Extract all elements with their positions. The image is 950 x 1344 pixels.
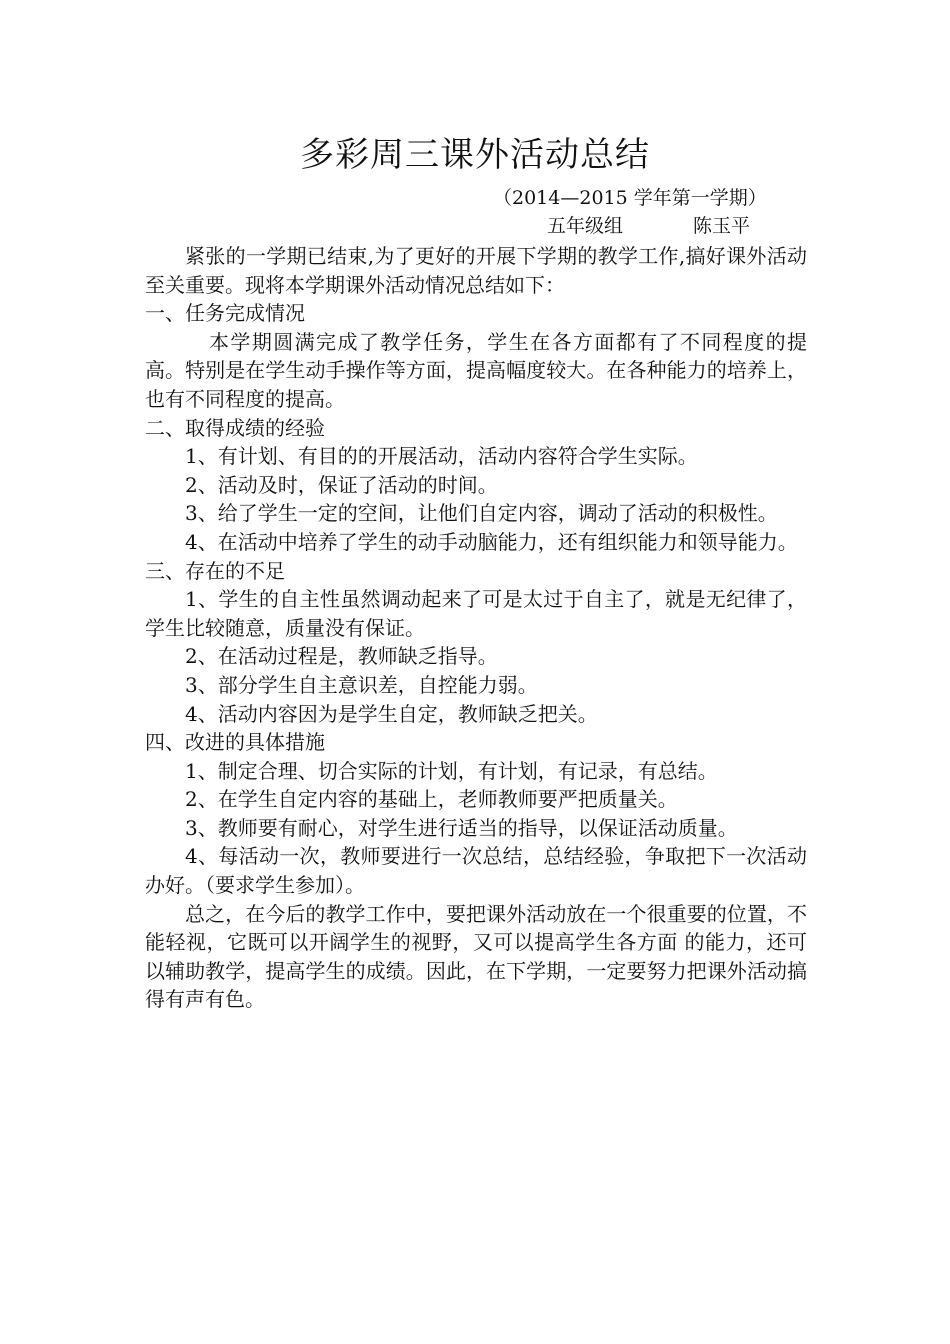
list-item: 1、制定合理、切合实际的计划，有计划，有记录，有总结。 (185, 758, 718, 783)
list-item: 4、在活动中培养了学生的动手动脑能力，还有组织能力和领导能力。 (185, 529, 798, 554)
list-item: 3、部分学生自主意识差，自控能力弱。 (185, 672, 538, 697)
byline (547, 212, 750, 240)
list-item: 3、给了学生一定的空间，让他们自定内容，调动了活动的积极性。 (185, 501, 778, 526)
intro-paragraph: 紧张的一学期已结束,为了更好的开展下学期的教学工作,搞好课外活动至关重要。现将本学期课外活动情况总结如下： (145, 244, 807, 297)
section-heading: 三、存在的不足 (145, 558, 285, 583)
section-heading: 四、改进的具体措施 (145, 730, 325, 755)
list-item: 4、每活动一次，教师要进行一次总结，总结经验，争取把下一次活动办好。（要求学生参加）。 (145, 844, 807, 898)
section-paragraph: 本学期圆满完成了教学任务，学生在各方面都有了不同程度的提高。特别是在学生动手操作等方面，提高幅度较大。在各种能力的培养上，也有不同程度的提高。 (145, 329, 807, 411)
list-item: 1、学生的自主性虽然调动起来了可是太过于自主了，就是无纪律了，学生比较随意，质量没有保证。 (145, 587, 807, 640)
document-title: 多彩周三课外活动总结 (300, 135, 650, 175)
author-name: 陈玉平 (693, 215, 751, 237)
list-item: 3、教师要有耐心，对学生进行适当的指导，以保证活动质量。 (185, 815, 738, 840)
list-item: 4、活动内容因为是学生自定，教师缺乏把关。 (185, 701, 598, 726)
group-name: 五年级组 (547, 215, 624, 237)
list-item: 2、活动及时，保证了活动的时间。 (185, 472, 498, 497)
document-subtitle: （2014—2015 学年第一学期） (493, 187, 767, 209)
section-heading: 一、任务完成情况 (145, 301, 305, 326)
conclusion-paragraph: 总之，在今后的教学工作中，要把课外活动放在一个很重要的位置，不能轻视，它既可以开阔学生的视野，又可以提高学生各方面 的能力，还可以辅助教学，提高学生的成绩。因此，在下学期，一定要努力把课外活动搞得有声有色。 (145, 901, 807, 1012)
list-item: 1、有计划、有目的的开展活动，活动内容符合学生实际。 (185, 444, 698, 469)
list-item: 2、在学生自定内容的基础上，老师教师要严把质量关。 (185, 787, 678, 812)
document-body (145, 242, 807, 1014)
list-item: 2、在活动过程是，教师缺乏指导。 (185, 644, 498, 669)
section-heading: 二、取得成绩的经验 (145, 415, 325, 440)
